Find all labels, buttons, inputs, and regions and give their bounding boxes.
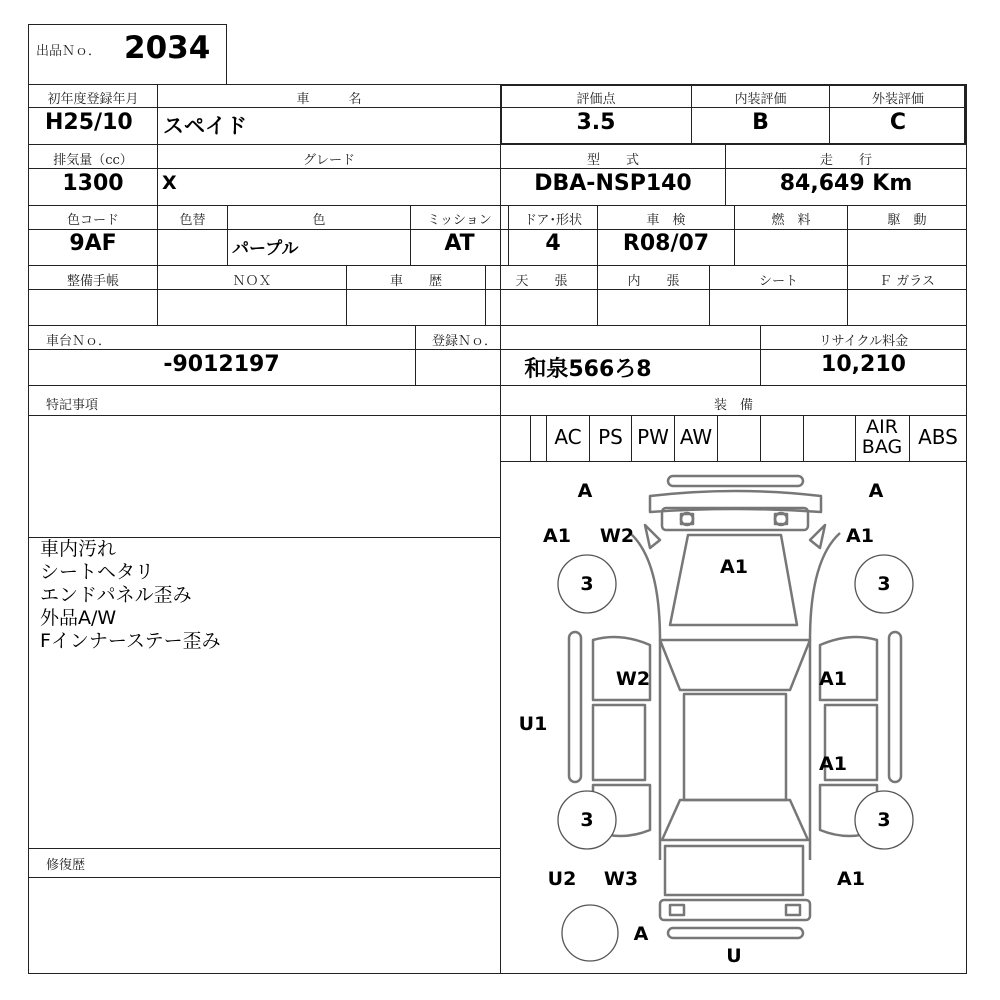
lot-label: 出品Ｎｏ．	[36, 44, 102, 59]
note-line: 外品A/W	[40, 607, 117, 629]
equipment-aw: AW	[679, 425, 713, 449]
interior-value: B	[752, 110, 769, 135]
inspection-value: R08/07	[622, 231, 710, 256]
model-label: 型 式	[586, 153, 639, 168]
note-line: エンドパネル歪み	[40, 584, 192, 606]
mark-fr-wheel: 3	[877, 573, 891, 595]
seat-label: シート	[758, 274, 798, 289]
door-label: ドア･形状	[523, 213, 583, 228]
exterior-label: 外装評価	[871, 92, 924, 107]
color-code-value: 9AF	[69, 231, 117, 256]
repair-label: 修復歴	[46, 858, 86, 873]
color-code-label: 色コード	[66, 213, 119, 228]
fuel-label: 燃 料	[771, 213, 811, 228]
lot-number: 2034	[124, 30, 211, 66]
displacement-label: 排気量（cc）	[53, 153, 133, 168]
notes-label: 特記事項	[46, 398, 99, 413]
recycle-label: リサイクル料金	[818, 334, 909, 349]
mark-right-door: A1	[819, 668, 847, 690]
mark-fl-w2: W2	[599, 525, 635, 547]
grade-value: X	[162, 172, 177, 194]
mark-rl-wheel: 3	[580, 809, 594, 831]
color-label: 色	[312, 213, 326, 228]
regno-label: 登録Ｎｏ．	[432, 334, 498, 349]
equipment-ps: PS	[598, 425, 623, 449]
displacement-value: 1300	[62, 171, 124, 196]
color-value: パープル	[232, 239, 299, 259]
mark-rear-a: A	[633, 923, 649, 945]
mark-rl-u2: U2	[547, 868, 577, 890]
regno-value: 和泉566ろ8	[524, 357, 652, 382]
mark-hood: A1	[720, 556, 748, 578]
note-line: 車内汚れ	[40, 538, 117, 560]
equipment-abs: ABS	[918, 425, 958, 449]
mark-rr-wheel: 3	[877, 809, 891, 831]
mark-rl-w3: W3	[603, 868, 639, 890]
equipment-ac: AC	[554, 425, 582, 449]
mission-value: AT	[444, 231, 475, 256]
mark-rr-a1: A1	[837, 868, 865, 890]
grade-label: グレード	[302, 153, 355, 168]
roof-label: 天 張	[515, 274, 568, 289]
equipment-pw: PW	[637, 425, 669, 449]
mark-fl-a1: A1	[543, 525, 571, 547]
history-label: 車 歴	[389, 274, 442, 289]
mark-right-rear-door: A1	[819, 753, 847, 775]
interior-label: 内装評価	[734, 92, 787, 107]
nox-label: ＮＯＸ	[232, 274, 272, 289]
fglass-label: Ｆ ガラス	[879, 274, 935, 289]
note-line: Fインナーステー歪み	[40, 630, 221, 652]
inner-label: 内 張	[627, 274, 680, 289]
equipment-label: 装 備	[713, 398, 753, 413]
reg-date-value: H25/10	[45, 110, 133, 135]
chassis-value: -9012197	[163, 352, 280, 377]
mileage-value: 84,649 Km	[779, 171, 913, 196]
car-name-label: 車 名	[296, 92, 362, 107]
chassis-label: 車台Ｎｏ．	[46, 334, 112, 349]
mark-rear-u: U	[726, 945, 742, 967]
mark-front-left: A	[577, 480, 593, 502]
mark-fr-a1: A1	[846, 525, 874, 547]
reg-date-label: 初年度登録年月	[47, 92, 139, 107]
repaint-label: 色替	[179, 213, 206, 228]
mileage-label: 走 行	[819, 153, 872, 168]
maintenance-label: 整備手帳	[66, 274, 119, 289]
door-value: 4	[545, 231, 561, 256]
mark-front-right: A	[868, 480, 884, 502]
equipment-airbag: AIR BAG	[861, 416, 903, 458]
exterior-value: C	[889, 110, 907, 135]
model-value: DBA-NSP140	[534, 171, 692, 196]
mark-left-sill: U1	[518, 713, 548, 735]
mission-label: ミッション	[427, 213, 492, 228]
score-value: 3.5	[576, 110, 616, 135]
drive-label: 駆 動	[887, 213, 927, 228]
inspection-label: 車 検	[646, 213, 686, 228]
note-line: シートヘタリ	[40, 561, 155, 583]
recycle-value: 10,210	[821, 352, 906, 377]
score-label: 評価点	[576, 92, 616, 107]
mark-left-door: W2	[615, 668, 651, 690]
mark-fl-wheel: 3	[580, 573, 594, 595]
car-name-value: スペイド	[163, 114, 247, 138]
